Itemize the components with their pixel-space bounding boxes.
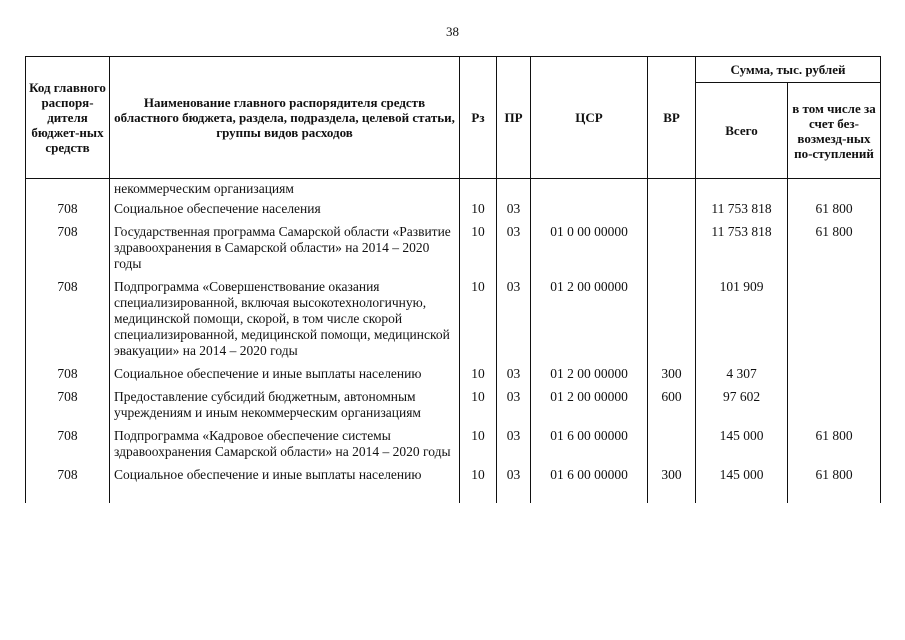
row-name: Социальное обеспечение и иные выплаты населению (110, 467, 460, 503)
row-total: 4 307 (696, 366, 788, 389)
table-row (26, 201, 881, 224)
row-grants: 61 800 (788, 224, 881, 279)
row-grants (788, 389, 881, 428)
row-vr: 600 (648, 389, 696, 428)
row-vr: 300 (648, 467, 696, 503)
row-total: 11 753 818 (696, 201, 788, 224)
row-pr: 03 (497, 389, 531, 428)
row-grants (788, 279, 881, 366)
row-code: 708 (26, 389, 110, 428)
row-name: некоммерческим организациям (110, 179, 460, 202)
row-total: 101 909 (696, 279, 788, 366)
row-csr: 01 6 00 00000 (531, 428, 648, 467)
row-rz: 10 (460, 201, 497, 224)
row-grants (788, 366, 881, 389)
row-pr: 03 (497, 279, 531, 366)
row-csr: 01 2 00 00000 (531, 389, 648, 428)
row-grants: 61 800 (788, 428, 881, 467)
page-number: 38 (446, 24, 459, 39)
row-vr (648, 201, 696, 224)
table-row (26, 428, 881, 467)
row-code: 708 (26, 201, 110, 224)
header-total: Всего (696, 83, 788, 179)
table-row (26, 279, 881, 366)
header-grants: в том числе за счет без-возмезд-ных по-ступлений (788, 83, 881, 179)
row-name: Подпрограмма «Кадровое обеспечение системы здравоохранения Самарской области» на 2014 – 2020 годы (110, 428, 460, 467)
row-total: 11 753 818 (696, 224, 788, 279)
row-pr: 03 (497, 428, 531, 467)
row-pr: 03 (497, 224, 531, 279)
row-name: Подпрограмма «Совершенствование оказания специализированной, включая высокотехнологичную, медицинской помощи, скорой, в том числе скорой специализированной, медицинской помощи, медицинской эвакуации» на 2014 – 2020 годы (110, 279, 460, 366)
row-csr: 01 6 00 00000 (531, 467, 648, 503)
row-vr (648, 279, 696, 366)
table-row (26, 224, 881, 279)
row-csr: 01 2 00 00000 (531, 279, 648, 366)
row-name: Государственная программа Самарской области «Развитие здравоохранения в Самарской области» на 2014 – 2020 годы (110, 224, 460, 279)
header-sum: Сумма, тыс. рублей (696, 57, 881, 83)
row-rz: 10 (460, 428, 497, 467)
row-grants: 61 800 (788, 201, 881, 224)
row-rz: 10 (460, 279, 497, 366)
row-rz: 10 (460, 389, 497, 428)
row-vr (648, 224, 696, 279)
row-code: 708 (26, 366, 110, 389)
row-rz: 10 (460, 224, 497, 279)
row-code: 708 (26, 428, 110, 467)
row-name: Предоставление субсидий бюджетным, автономным учреждениям и иным некоммерческим организациям (110, 389, 460, 428)
row-rz: 10 (460, 467, 497, 503)
row-csr: 01 0 00 00000 (531, 224, 648, 279)
row-total: 97 602 (696, 389, 788, 428)
row-vr (648, 428, 696, 467)
row-grants: 61 800 (788, 467, 881, 503)
table-row (26, 467, 881, 503)
row-code: 708 (26, 224, 110, 279)
header-rz: Рз (460, 57, 497, 179)
table-row (26, 389, 881, 428)
row-vr: 300 (648, 366, 696, 389)
row-code: 708 (26, 279, 110, 366)
header-vr: ВР (648, 57, 696, 179)
row-pr: 03 (497, 366, 531, 389)
header-name: Наименование главного распорядителя средств областного бюджета, раздела, подраздела, целевой статьи, группы видов расходов (110, 57, 460, 179)
row-pr: 03 (497, 467, 531, 503)
row-total: 145 000 (696, 467, 788, 503)
row-csr: 01 2 00 00000 (531, 366, 648, 389)
row-total: 145 000 (696, 428, 788, 467)
table-row-continued (26, 179, 881, 202)
row-name: Социальное обеспечение и иные выплаты населению (110, 366, 460, 389)
row-rz: 10 (460, 366, 497, 389)
row-csr (531, 201, 648, 224)
row-code: 708 (26, 467, 110, 503)
budget-table (25, 56, 881, 503)
header-csr: ЦСР (531, 57, 648, 179)
header-pr: ПР (497, 57, 531, 179)
row-pr: 03 (497, 201, 531, 224)
header-code: Код главного распоря-дителя бюджет-ных средств (26, 57, 110, 179)
row-name: Социальное обеспечение населения (110, 201, 460, 224)
table-row (26, 366, 881, 389)
